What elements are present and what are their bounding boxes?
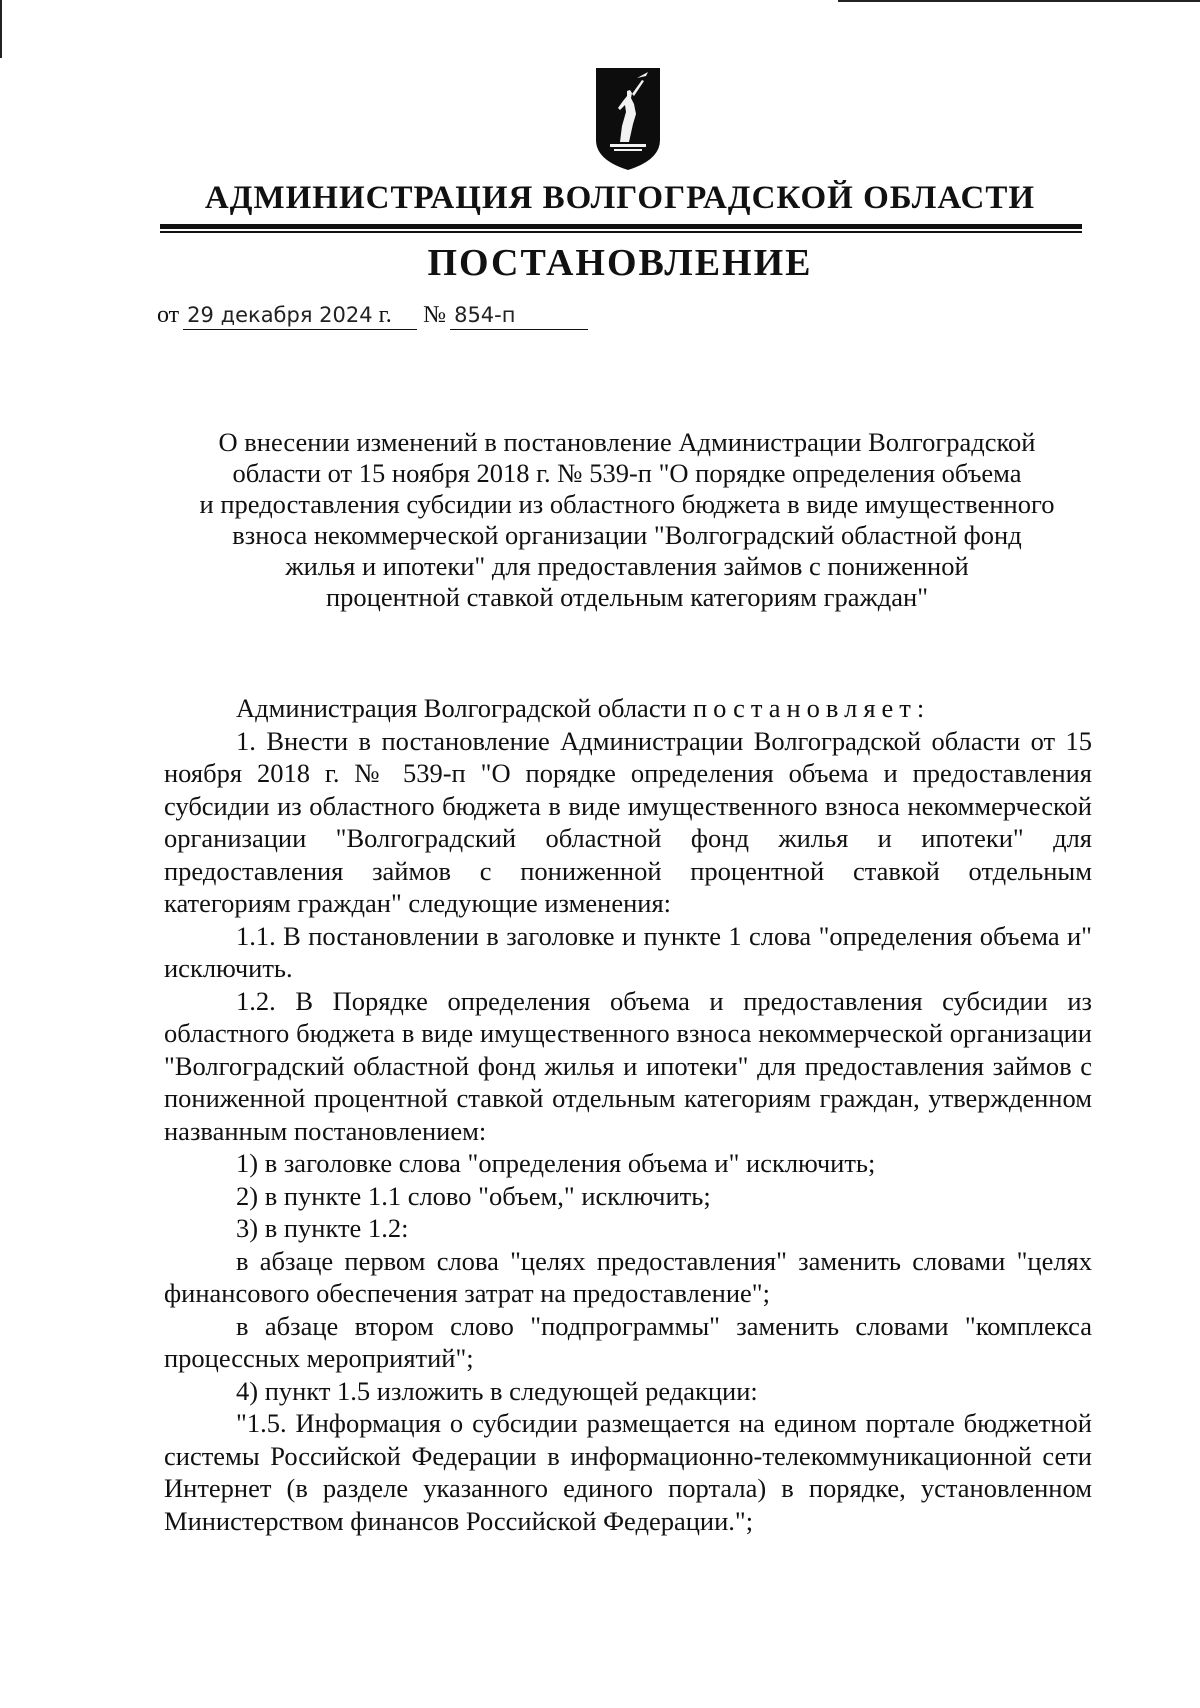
- date-value: 29 декабря 2024: [187, 303, 373, 327]
- intro-verb: постановляет:: [692, 693, 931, 723]
- number-value: 854-п: [454, 303, 516, 327]
- date-from-label: от: [157, 302, 180, 328]
- document-type-heading: ПОСТАНОВЛЕНИЕ: [427, 242, 813, 284]
- body-paragraph: в абзаце втором слово "подпрограммы" заменить словами "комплекса процессных мероприятий";: [164, 1310, 1092, 1373]
- subject-line: взноса некоммерческой организации "Волгоградский областной фонд: [232, 520, 1022, 550]
- subject-line: жилья и ипотеки" для предоставления займов с пониженной: [285, 551, 969, 581]
- body-paragraph: 4) пункт 1.5 изложить в следующей редакции:: [236, 1375, 758, 1406]
- number-label: №: [423, 302, 447, 328]
- scan-edge-left: [0, 0, 2, 58]
- number-field: [450, 302, 588, 330]
- coat-of-arms-icon: [596, 68, 660, 170]
- body-paragraph: 1.2. В Порядке определения объема и предоставления субсидии из областного бюджета в виде имущественного взноса некоммерческой организации "Волгоградский областной фонд жилья и ипотеки" для предоставления займов с пониженной процентной ставкой отдельным категориям граждан, утвержденном названным постановлением:: [164, 985, 1092, 1146]
- organization-title: АДМИНИСТРАЦИЯ ВОЛГОГРАДСКОЙ ОБЛАСТИ: [204, 180, 1036, 216]
- body-paragraph: 1.1. В постановлении в заголовке и пункте 1 слова "определения объема и" исключить.: [164, 920, 1092, 983]
- header-rule-thin: [160, 231, 1082, 233]
- date-field: [183, 302, 417, 330]
- document-body: [164, 692, 1092, 1537]
- header-rule-thick: [160, 224, 1082, 229]
- body-paragraph: "1.5. Информация о субсидии размещается на едином портале бюджетной системы Российской Федерации в информационно-телекоммуникационной сети Интернет (в разделе указанного единого портала) в порядке, установленном Министерством финансов Российской Федерации.";: [164, 1408, 1092, 1536]
- year-suffix: г.: [378, 302, 392, 328]
- scan-edge-top: [838, 0, 1200, 2]
- body-paragraph: 2) в пункте 1.1 слово "объем," исключить;: [236, 1180, 711, 1211]
- subject-line: области от 15 ноября 2018 г. № 539-п "О порядке определения объема: [232, 458, 1022, 488]
- resolution-intro: [164, 692, 1092, 725]
- subject-line: процентной ставкой отдельным категориям граждан": [325, 582, 929, 612]
- body-paragraph: 1) в заголовке слова "определения объема и" исключить;: [236, 1148, 876, 1178]
- subject-heading: [160, 427, 1094, 613]
- body-paragraph: 3) в пункте 1.2:: [236, 1213, 409, 1243]
- body-paragraph: в абзаце первом слова "целях предоставления" заменить словами "целях финансового обеспечения затрат на предоставление";: [164, 1245, 1092, 1308]
- date-number-line: [157, 302, 594, 334]
- subject-line: О внесении изменений в постановление Администрации Волгоградской: [218, 427, 1036, 457]
- body-paragraph: 1. Внести в постановление Администрации Волгоградской области от 15 ноября 2018 г. № 539-п "О порядке определения объема и предоставления субсидии из областного бюджета в виде имущественного взноса некоммерческой организации "Волгоградский областной фонд жилья и ипотеки" для предоставления займов с пониженной процентной ставкой отдельным категориям граждан" следующие изменения:: [164, 725, 1092, 918]
- subject-line: и предоставления субсидии из областного бюджета в виде имущественного: [199, 489, 1055, 519]
- intro-prefix: Администрация Волгоградской области: [236, 693, 687, 723]
